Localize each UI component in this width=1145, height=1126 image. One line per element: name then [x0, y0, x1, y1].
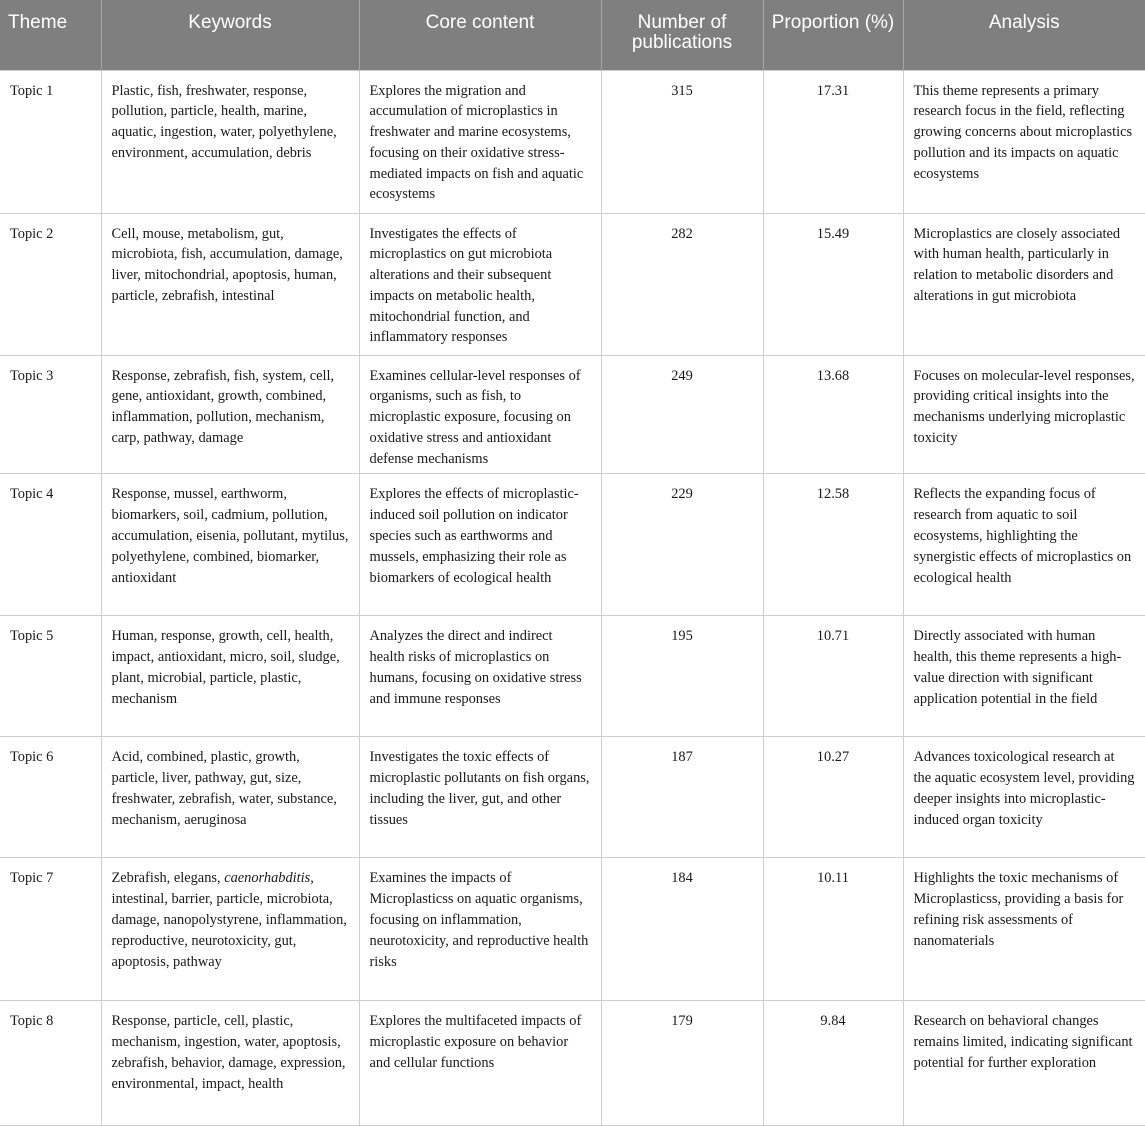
header-keywords: Keywords [101, 0, 359, 70]
cell-core-content: Explores the effects of microplastic-induced soil pollution on indicator species such as earthworms and mussels, emphasizing their role as biomarkers of ecological health [359, 474, 601, 616]
header-theme: Theme [0, 0, 101, 70]
cell-analysis: Highlights the toxic mechanisms of Microplasticss, providing a basis for refining risk assessments of nanomaterials [903, 858, 1145, 1001]
cell-number-of-publications: 249 [601, 355, 763, 474]
header-core-content: Core content [359, 0, 601, 70]
cell-keywords: Response, particle, cell, plastic, mechanism, ingestion, water, apoptosis, zebrafish, behavior, damage, expression, environmental, impact, health [101, 1001, 359, 1126]
cell-core-content: Analyzes the direct and indirect health risks of microplastics on humans, focusing on oxidative stress and immune responses [359, 616, 601, 737]
cell-theme: Topic 5 [0, 616, 101, 737]
cell-core-content: Examines the impacts of Microplasticss on aquatic organisms, focusing on inflammation, neurotoxicity, and reproductive health risks [359, 858, 601, 1001]
table-row [0, 213, 1145, 355]
table-row [0, 616, 1145, 737]
cell-keywords: Plastic, fish, freshwater, response, pollution, particle, health, marine, aquatic, ingestion, water, polyethylene, environment, accumulation, debris [101, 70, 359, 213]
cell-core-content: Explores the migration and accumulation of microplastics in freshwater and marine ecosystems, focusing on their oxidative stress-mediated impacts on fish and aquatic ecosystems [359, 70, 601, 213]
cell-theme: Topic 6 [0, 737, 101, 858]
cell-number-of-publications: 229 [601, 474, 763, 616]
header-analysis: Analysis [903, 0, 1145, 70]
cell-proportion: 10.11 [763, 858, 903, 1001]
cell-core-content: Investigates the toxic effects of microplastic pollutants on fish organs, including the liver, gut, and other tissues [359, 737, 601, 858]
cell-number-of-publications: 179 [601, 1001, 763, 1126]
cell-proportion: 10.71 [763, 616, 903, 737]
cell-proportion: 13.68 [763, 355, 903, 474]
cell-proportion: 10.27 [763, 737, 903, 858]
cell-core-content: Investigates the effects of microplastics on gut microbiota alterations and their subsequent impacts on metabolic health, mitochondrial function, and inflammatory responses [359, 213, 601, 355]
header-row [0, 0, 1145, 70]
cell-proportion: 12.58 [763, 474, 903, 616]
cell-proportion: 15.49 [763, 213, 903, 355]
cell-analysis: Focuses on molecular-level responses, providing critical insights into the mechanisms underlying microplastic toxicity [903, 355, 1145, 474]
table-body [0, 70, 1145, 1126]
keywords-italic-term: caenorhabditis [224, 870, 311, 887]
cell-number-of-publications: 184 [601, 858, 763, 1001]
cell-number-of-publications: 195 [601, 616, 763, 737]
cell-theme: Topic 7 [0, 858, 101, 1001]
header-number-of-publications: Number of publications [601, 0, 763, 70]
keywords-text-end: , intestinal, barrier, particle, microbiota, damage, nanopolystyrene, inflammation, reproductive, neurotoxicity, gut, apoptosis, pathway [111, 870, 347, 970]
table-row [0, 355, 1145, 474]
cell-analysis: Advances toxicological research at the aquatic ecosystem level, providing deeper insights into microplastic-induced organ toxicity [903, 737, 1145, 858]
table-row [0, 858, 1145, 1001]
cell-number-of-publications: 282 [601, 213, 763, 355]
header-proportion: Proportion (%) [763, 0, 903, 70]
cell-number-of-publications: 315 [601, 70, 763, 213]
cell-core-content: Examines cellular-level responses of organisms, such as fish, to microplastic exposure, focusing on oxidative stress and antioxidant defense mechanisms [359, 355, 601, 474]
cell-keywords: Response, mussel, earthworm, biomarkers, soil, cadmium, pollution, accumulation, eisenia, pollutant, mytilus, polyethylene, combined, biomarker, antioxidant [101, 474, 359, 616]
keywords-text-start: Zebrafish, elegans, [111, 870, 225, 887]
cell-theme: Topic 3 [0, 355, 101, 474]
cell-analysis: Microplastics are closely associated with human health, particularly in relation to metabolic disorders and alterations in gut microbiota [903, 213, 1145, 355]
table-row [0, 474, 1145, 616]
cell-theme: Topic 1 [0, 70, 101, 213]
cell-analysis: Reflects the expanding focus of research from aquatic to soil ecosystems, highlighting the synergistic effects of microplastics on ecological health [903, 474, 1145, 616]
cell-keywords [101, 858, 359, 1001]
cell-keywords: Response, zebrafish, fish, system, cell, gene, antioxidant, growth, combined, inflammation, pollution, mechanism, carp, pathway, damage [101, 355, 359, 474]
table-row [0, 1001, 1145, 1126]
table-row [0, 70, 1145, 213]
cell-theme: Topic 4 [0, 474, 101, 616]
cell-analysis: Directly associated with human health, this theme represents a high-value direction with significant application potential in the field [903, 616, 1145, 737]
cell-number-of-publications: 187 [601, 737, 763, 858]
cell-keywords: Human, response, growth, cell, health, impact, antioxidant, micro, soil, sludge, plant, microbial, particle, plastic, mechanism [101, 616, 359, 737]
table-header [0, 0, 1145, 70]
cell-analysis: Research on behavioral changes remains limited, indicating significant potential for further exploration [903, 1001, 1145, 1126]
cell-analysis: This theme represents a primary research focus in the field, reflecting growing concerns about microplastics pollution and its impacts on aquatic ecosystems [903, 70, 1145, 213]
cell-proportion: 17.31 [763, 70, 903, 213]
cell-keywords: Cell, mouse, metabolism, gut, microbiota, fish, accumulation, damage, liver, mitochondrial, apoptosis, human, particle, zebrafish, intestinal [101, 213, 359, 355]
cell-theme: Topic 8 [0, 1001, 101, 1126]
cell-keywords: Acid, combined, plastic, growth, particle, liver, pathway, gut, size, freshwater, zebrafish, water, substance, mechanism, aeruginosa [101, 737, 359, 858]
table-row [0, 737, 1145, 858]
cell-proportion: 9.84 [763, 1001, 903, 1126]
cell-core-content: Explores the multifaceted impacts of microplastic exposure on behavior and cellular functions [359, 1001, 601, 1126]
cell-theme: Topic 2 [0, 213, 101, 355]
